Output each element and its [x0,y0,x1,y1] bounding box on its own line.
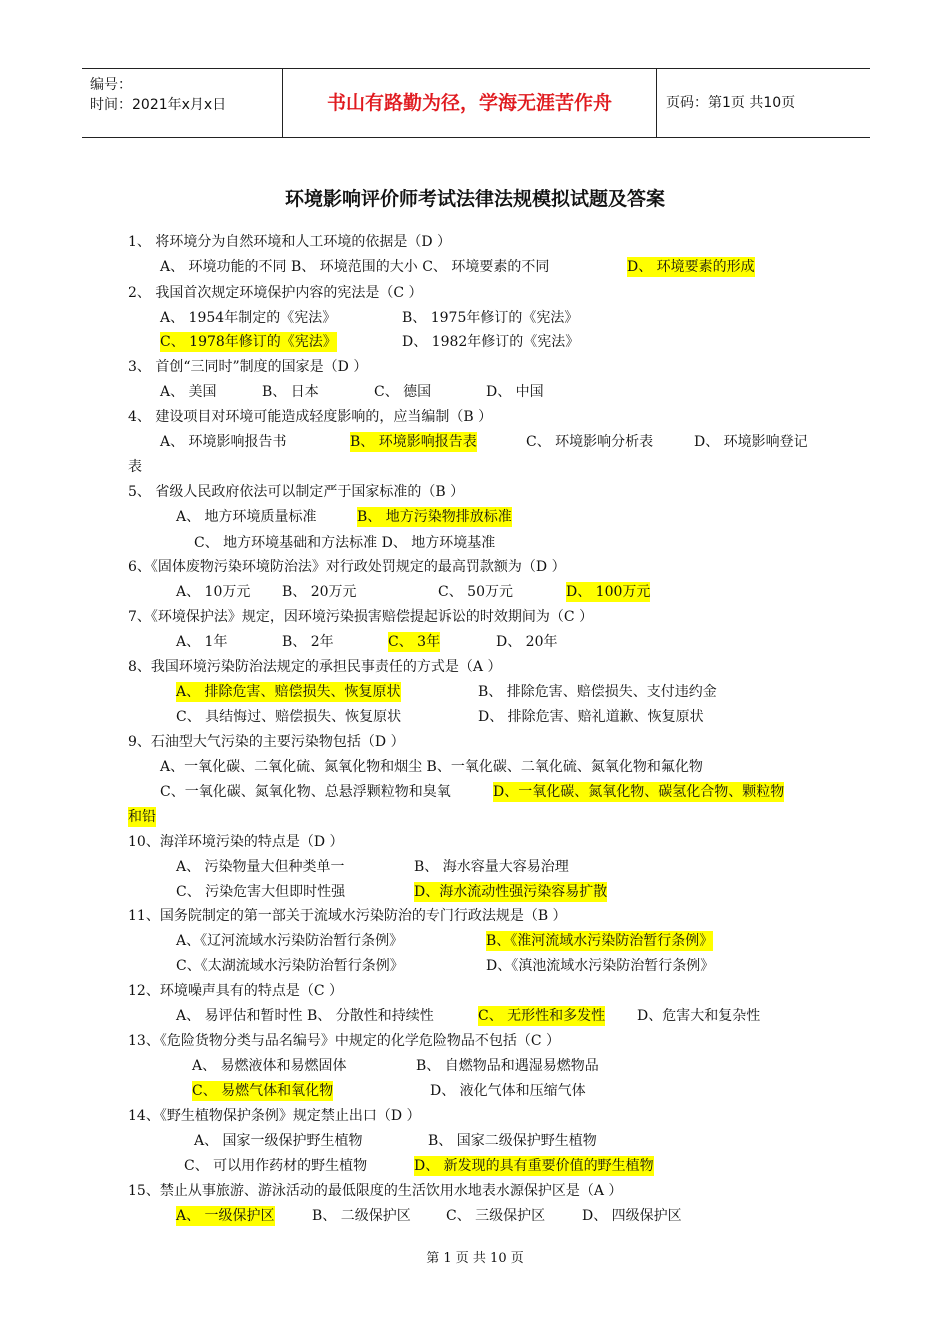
text-segment: B、 海水容量大容易治理 [414,859,569,875]
highlighted-answer: B、 地方污染物排放标准 [357,509,512,525]
text-segment: B、 20万元 [282,584,357,600]
highlighted-answer: D、 100万元 [566,584,651,600]
text-segment: C、一氧化碳、氮氧化物、总悬浮颗粒物和臭氧 [160,784,451,800]
highlighted-answer: A、 一级保护区 [176,1208,275,1224]
text-segment: A、 美国 [160,384,217,400]
text-segment: D、 排除危害、赔礼道歉、恢复原状 [478,709,704,725]
text-segment: 15、禁止从事旅游、游泳活动的最低限度的生活饮用水地表水源保护区是（A ） [128,1183,623,1199]
document-number: 编号： [90,77,132,93]
text-segment: D、 20年 [496,634,558,650]
header-page-number: 页码：第1页 共10页 [666,95,796,111]
text-segment: B、 自燃物品和遇湿易燃物品 [416,1058,599,1074]
text-segment: A、 1年 [176,634,228,650]
text-segment: D、 1982年修订的《宪法》 [402,334,580,350]
text-segment: A、 1954年制定的《宪法》 [160,310,337,326]
text-segment: A、 国家一级保护野生植物 [194,1133,363,1149]
text-segment: D、 四级保护区 [582,1208,682,1224]
highlighted-answer: 和铅 [128,809,156,825]
highlighted-answer: D、 新发现的具有重要价值的野生植物 [414,1158,654,1174]
text-segment: 表 [128,459,142,475]
text-segment: A、 10万元 [176,584,251,600]
text-segment: A、 污染物量大但种类单一 [176,859,345,875]
text-segment: D、危害大和复杂性 [637,1008,761,1024]
highlighted-answer: C、 易燃气体和氧化物 [192,1083,334,1099]
text-segment: A、 环境影响报告书 [160,434,287,450]
text-segment: 3、 首创“三同时”制度的国家是（D ） [128,359,368,375]
text-segment: B、 1975年修订的《宪法》 [402,310,579,326]
text-segment: B、 排除危害、赔偿损失、支付违约金 [478,684,717,700]
text-segment: 4、 建设项目对环境可能造成轻度影响的，应当编制（B ） [128,409,493,425]
highlighted-answer: B、 环境影响报告表 [350,434,477,450]
text-segment: D、 中国 [486,384,544,400]
text-segment: A、一氧化碳、二氧化硫、氮氧化物和烟尘 B、一氧化碳、二氧化硫、氮氧化物和氟化物 [160,759,703,775]
text-segment: C、 50万元 [438,584,513,600]
highlighted-answer: C、 3年 [388,634,441,650]
highlighted-answer: D、一氧化碳、氮氧化物、碳氢化合物、颗粒物 [493,784,785,800]
text-segment: 7、《环境保护法》规定，因环境污染损害赔偿提起诉讼的时效期间为（C ） [128,609,594,625]
text-segment: 6、《固体废物污染环境防治法》对行政处罚规定的最高罚款额为（D ） [128,559,566,575]
text-segment: B、 国家二级保护野生植物 [428,1133,597,1149]
text-segment: A、《辽河流域水污染防治暂行条例》 [176,933,404,949]
text-segment: C、 可以用作药材的野生植物 [184,1158,368,1174]
page-header [82,68,870,138]
text-segment: 11、国务院制定的第一部关于流域水污染防治的专门行政法规是（B ） [128,908,567,924]
highlighted-answer: D、海水流动性强污染容易扩散 [414,884,608,900]
text-segment: 12、环境噪声具有的特点是（C ） [128,983,343,999]
text-segment: B、 日本 [262,384,319,400]
highlighted-answer: C、 1978年修订的《宪法》 [160,334,337,350]
text-segment: 1、 将环境分为自然环境和人工环境的依据是（D ） [128,234,452,250]
text-segment: C、 三级保护区 [446,1208,546,1224]
text-segment: D、 环境影响登记 [694,434,808,450]
highlighted-answer: C、 无形性和多发性 [478,1008,606,1024]
text-segment: B、 2年 [282,634,334,650]
text-segment: A、 易评估和暂时性 B、 分散性和持续性 [176,1008,434,1024]
text-segment: 13、《危险货物分类与品名编号》中规定的化学危险物品不包括（C ） [128,1033,560,1049]
highlighted-answer: B、《淮河流域水污染防治暂行条例》 [486,933,714,949]
text-segment: C、 污染危害大但即时性强 [176,884,346,900]
text-segment: 10、海洋环境污染的特点是（D ） [128,834,344,850]
highlighted-answer: A、 排除危害、赔偿损失、恢复原状 [176,684,401,700]
text-segment: A、 易燃液体和易燃固体 [192,1058,347,1074]
text-segment: C、 德国 [374,384,432,400]
highlighted-answer: D、 环境要素的形成 [627,259,755,275]
document-title: 环境影响评价师考试法律法规模拟试题及答案 [284,188,665,210]
text-segment: B、 二级保护区 [312,1208,411,1224]
header-meta [82,69,282,143]
text-segment: C、 环境影响分析表 [526,434,654,450]
text-segment: 14、《野生植物保护条例》规定禁止出口（D ） [128,1108,421,1124]
header-motto: 书山有路勤为径，学海无涯苦作舟 [282,69,657,137]
text-segment: D、《滇池流域水污染防治暂行条例》 [486,958,715,974]
text-segment: 9、石油型大气污染的主要污染物包括（D ） [128,734,405,750]
text-segment: C、 具结悔过、赔偿损失、恢复原状 [176,709,402,725]
text-segment: A、 地方环境质量标准 [176,509,317,525]
text-segment: A、 环境功能的不同 B、 环境范围的大小 C、 环境要素的不同 [160,259,550,275]
text-segment: 5、 省级人民政府依法可以制定严于国家标准的（B ） [128,484,465,500]
page-footer: 第 1 页 共 10 页 [426,1251,524,1266]
document-date: 时间：2021年x月x日 [90,97,227,113]
text-segment: C、 地方环境基础和方法标准 D、 地方环境基准 [194,535,496,551]
text-segment: 8、我国环境污染防治法规定的承担民事责任的方式是（A ） [128,659,502,675]
text-segment: 2、 我国首次规定环境保护内容的宪法是（C ） [128,285,423,301]
text-segment: D、 液化气体和压缩气体 [430,1083,586,1099]
text-segment: C、《太湖流域水污染防治暂行条例》 [176,958,404,974]
